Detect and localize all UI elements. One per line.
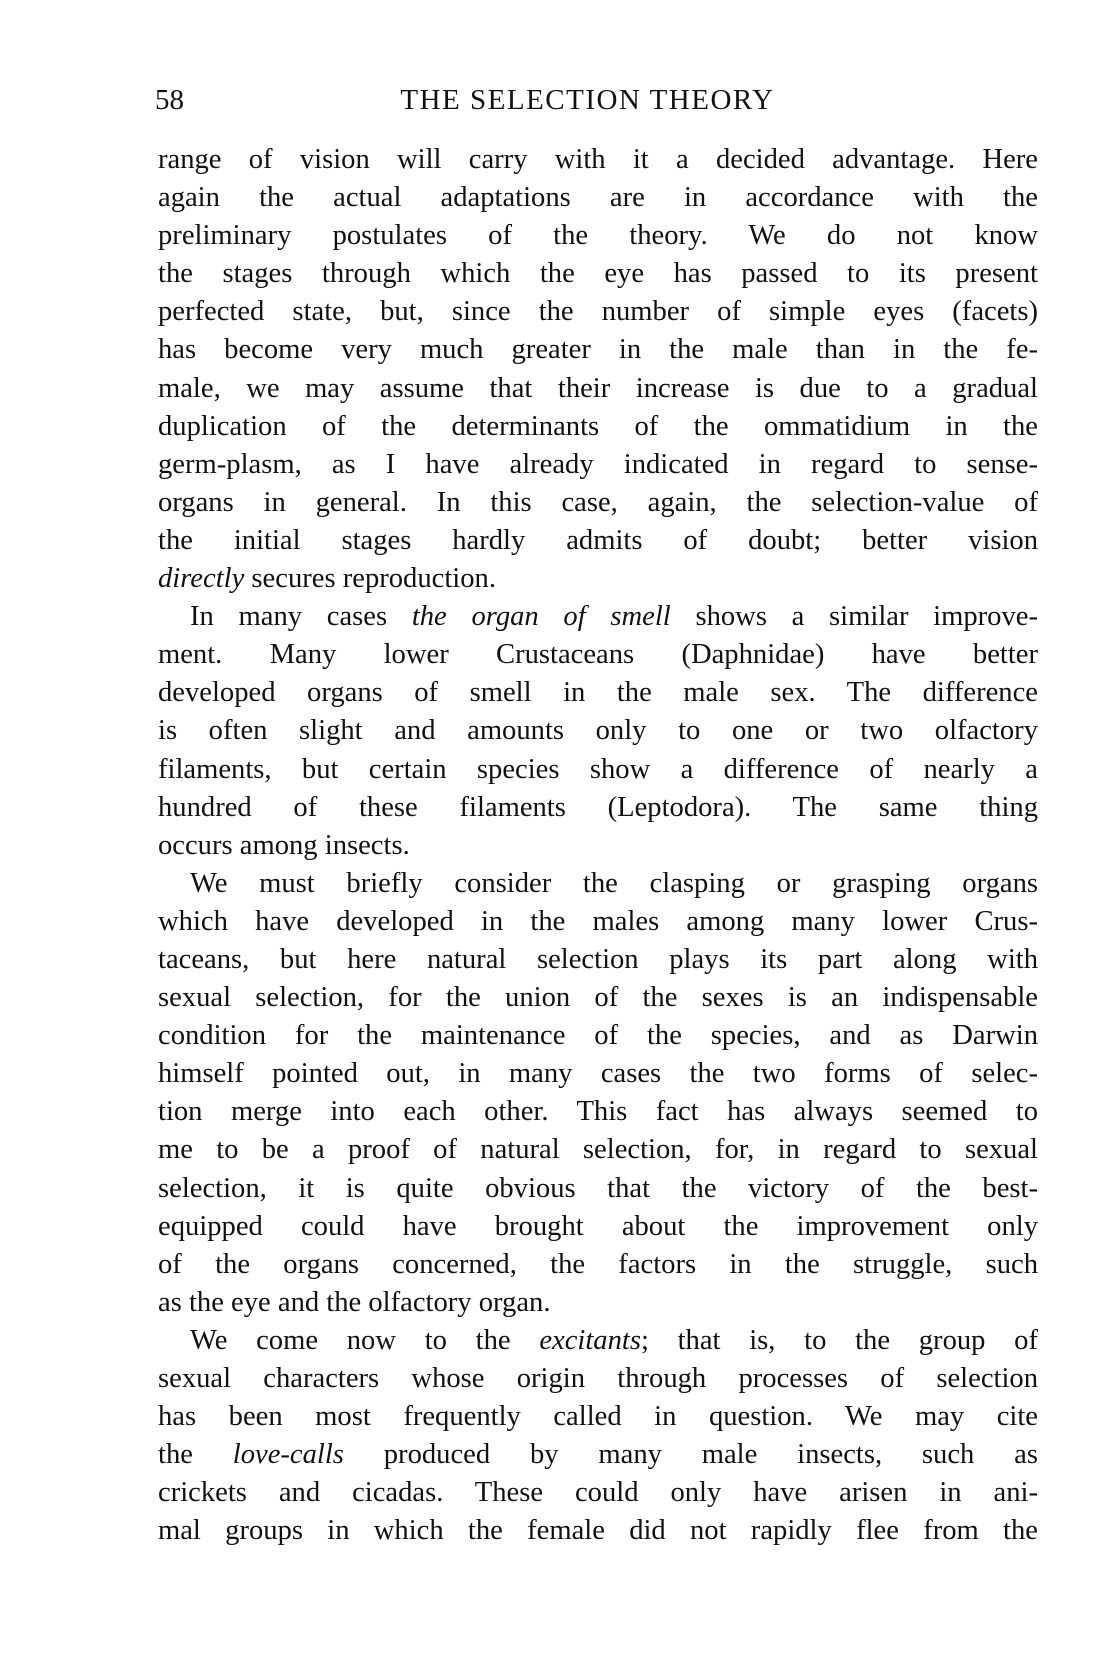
text-line: range of vision will carry with it a decided advantage. Here [158, 144, 1038, 175]
body-text [158, 141, 1038, 1550]
italic-text: excitants [539, 1324, 641, 1356]
text-line: germ-plasm, as I have already indicated in regard to sense- [158, 448, 1038, 480]
text-line: perfected state, but, since the number of simple eyes (facets) [158, 296, 1038, 328]
text-line: of the organs concerned, the factors in the struggle, such [158, 1248, 1038, 1280]
text-line: has become very much greater in the male than in the fe- [158, 334, 1038, 366]
text-line: again the actual adaptations are in accordance with the [158, 182, 1038, 214]
text-line: sexual selection, for the union of the sexes is an indispensable [158, 982, 1038, 1014]
text-line: ment. Many lower Crustaceans (Daphnidae) have better [158, 639, 1038, 671]
text-line: as the eye and the olfactory organ. [158, 1286, 551, 1318]
text-line: We must briefly consider the clasping or grasping organs [190, 867, 1038, 899]
line-rest: ; that is, to the group of [640, 1324, 1038, 1356]
text-line [158, 1436, 1038, 1474]
line-pre: We come now to the [190, 1324, 540, 1356]
page-number: 58 [155, 84, 184, 116]
text-line: is often slight and amounts only to one or two olfactory [158, 715, 1038, 747]
text-line: condition for the maintenance of the species, and as Darwin [158, 1020, 1038, 1052]
text-line: duplication of the determinants of the ommatidium in the [158, 410, 1038, 442]
line-rest: produced by many male insects, such as [343, 1439, 1038, 1471]
line-pre: In many cases [190, 601, 412, 633]
text-line: male, we may assume that their increase is due to a gradual [158, 372, 1038, 404]
text-line: the initial stages hardly admits of doubt; better vision [158, 524, 1038, 556]
text-line: crickets and cicadas. These could only have arisen in ani- [158, 1477, 1038, 1509]
text-line: occurs among insects. [158, 829, 410, 861]
text-line [158, 560, 1038, 598]
text-line: hundred of these filaments (Leptodora). The same thing [158, 791, 1038, 823]
text-line: which have developed in the males among many lower Crus- [158, 905, 1038, 937]
text-line: tion merge into each other. This fact has always seemed to [158, 1096, 1038, 1128]
text-line: organs in general. In this case, again, the selection-value of [158, 486, 1038, 518]
line-rest: secures reproduction. [244, 563, 496, 595]
italic-text: directly [158, 563, 245, 595]
text-line: me to be a proof of natural selection, for, in regard to sexual [158, 1134, 1038, 1166]
text-line: has been most frequently called in question. We may cite [158, 1401, 1038, 1433]
text-line [158, 1322, 1038, 1360]
italic-text: love-calls [232, 1439, 344, 1471]
text-line: preliminary postulates of the theory. We do not know [158, 220, 1038, 252]
line-rest: shows a similar improve- [670, 601, 1038, 633]
text-line: equipped could have brought about the improvement only [158, 1210, 1038, 1242]
text-line: the stages through which the eye has passed to its present [158, 258, 1038, 290]
italic-text: the organ of smell [411, 601, 671, 633]
text-line [158, 598, 1038, 636]
text-line: mal groups in which the female did not rapidly flee from the [158, 1515, 1038, 1547]
page-header [155, 80, 1040, 120]
text-line: filaments, but certain species show a difference of nearly a [158, 753, 1038, 785]
text-line: himself pointed out, in many cases the two forms of selec- [158, 1058, 1038, 1090]
line-pre: the [158, 1439, 233, 1471]
text-line: selection, it is quite obvious that the victory of the best- [158, 1172, 1038, 1204]
running-title: THE SELECTION THEORY [400, 84, 775, 116]
text-line: taceans, but here natural selection plays its part along with [158, 943, 1038, 975]
text-line: sexual characters whose origin through processes of selection [158, 1363, 1038, 1394]
text-line: developed organs of smell in the male sex. The difference [158, 677, 1038, 709]
